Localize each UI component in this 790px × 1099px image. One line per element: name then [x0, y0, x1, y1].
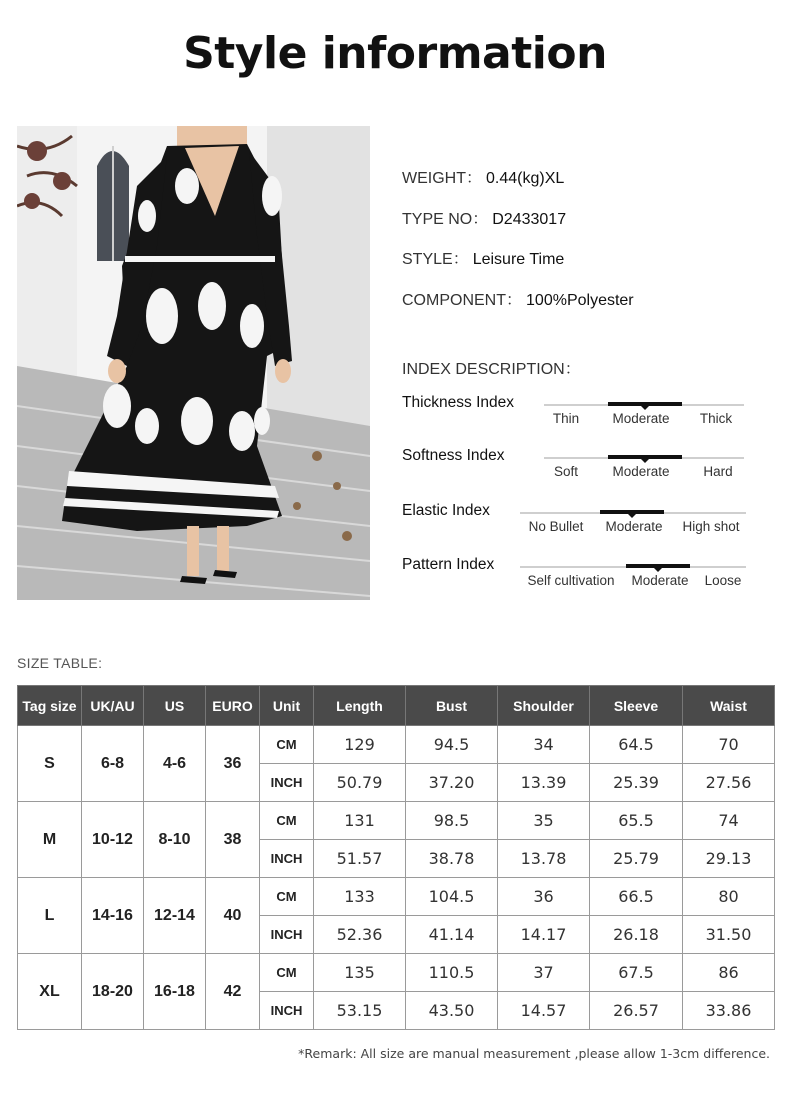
shoulder-cell: 35	[498, 802, 590, 840]
euro-cell: 38	[206, 802, 260, 878]
index-option: High shot	[682, 519, 740, 534]
length-cell: 131	[314, 802, 406, 840]
sleeve-cell: 67.5	[590, 954, 683, 992]
index-option: Thin	[552, 411, 580, 426]
uk-au-cell: 10-12	[82, 802, 144, 878]
sleeve-cell: 25.79	[590, 840, 683, 878]
bust-cell: 104.5	[406, 878, 498, 916]
sleeve-cell: 25.39	[590, 764, 683, 802]
table-row	[18, 878, 775, 916]
us-cell: 4-6	[144, 726, 206, 802]
uk-au-cell: 6-8	[82, 726, 144, 802]
index-marker-tick	[641, 406, 649, 410]
index-scale	[520, 566, 746, 568]
shoulder-cell: 34	[498, 726, 590, 764]
unit-cell: CM	[260, 878, 314, 916]
bust-cell: 43.50	[406, 992, 498, 1030]
header-bust: Bust	[406, 686, 498, 726]
shoulder-cell: 13.39	[498, 764, 590, 802]
index-marker-tick	[654, 568, 662, 572]
index-option-selected: Moderate	[631, 573, 689, 588]
shoulder-cell: 36	[498, 878, 590, 916]
unit-cell: INCH	[260, 764, 314, 802]
info-component-label: COMPONENT：	[402, 292, 523, 309]
header-unit: Unit	[260, 686, 314, 726]
sleeve-cell: 26.18	[590, 916, 683, 954]
header-shoulder: Shoulder	[498, 686, 590, 726]
us-cell: 12-14	[144, 878, 206, 954]
header-length: Length	[314, 686, 406, 726]
length-cell: 52.36	[314, 916, 406, 954]
length-cell: 133	[314, 878, 406, 916]
header-euro: EURO	[206, 686, 260, 726]
remark-note: *Remark: All size are manual measurement ,please allow 1-3cm difference.	[298, 1046, 770, 1061]
unit-cell: CM	[260, 954, 314, 992]
index-name: Pattern Index	[402, 556, 495, 573]
tag-size-cell: L	[18, 878, 82, 954]
softness-index	[402, 447, 752, 491]
uk-au-cell: 14-16	[82, 878, 144, 954]
header-waist: Waist	[683, 686, 775, 726]
page-title: Style information	[183, 28, 607, 79]
thickness-index	[402, 394, 752, 438]
index-description-title: INDEX DESCRIPTION：	[402, 361, 581, 378]
info-weight-label: WEIGHT：	[402, 170, 482, 187]
shoulder-cell: 13.78	[498, 840, 590, 878]
waist-cell: 29.13	[683, 840, 775, 878]
tag-size-cell: S	[18, 726, 82, 802]
index-option-selected: Moderate	[605, 519, 663, 534]
size-table-header	[18, 686, 775, 726]
length-cell: 51.57	[314, 840, 406, 878]
pattern-index	[402, 556, 752, 600]
info-style-value: Leisure Time	[472, 251, 565, 268]
bust-cell: 94.5	[406, 726, 498, 764]
unit-cell: INCH	[260, 916, 314, 954]
index-option-selected: Moderate	[612, 464, 670, 479]
bust-cell: 38.78	[406, 840, 498, 878]
shoulder-cell: 14.57	[498, 992, 590, 1030]
index-name: Thickness Index	[402, 394, 514, 411]
index-option: No Bullet	[528, 519, 584, 534]
index-option: Loose	[704, 573, 742, 588]
index-option: Soft	[553, 464, 579, 479]
info-component-value: 100%Polyester	[526, 292, 634, 309]
index-option: Hard	[703, 464, 733, 479]
header-sleeve: Sleeve	[590, 686, 683, 726]
index-option: Thick	[699, 411, 733, 426]
index-marker-tick	[641, 459, 649, 463]
length-cell: 53.15	[314, 992, 406, 1030]
index-option-selected: Moderate	[612, 411, 670, 426]
info-component	[402, 287, 634, 310]
info-weight	[402, 165, 564, 188]
info-type-no	[402, 206, 566, 229]
index-scale	[520, 512, 746, 514]
bust-cell: 37.20	[406, 764, 498, 802]
waist-cell: 33.86	[683, 992, 775, 1030]
table-row	[18, 802, 775, 840]
unit-cell: CM	[260, 726, 314, 764]
index-marker-tick	[628, 514, 636, 518]
index-scale	[544, 404, 744, 406]
tag-size-cell: XL	[18, 954, 82, 1030]
tag-size-cell: M	[18, 802, 82, 878]
header-us: US	[144, 686, 206, 726]
euro-cell: 36	[206, 726, 260, 802]
length-cell: 135	[314, 954, 406, 992]
sleeve-cell: 64.5	[590, 726, 683, 764]
info-weight-value: 0.44(kg)XL	[486, 170, 565, 187]
waist-cell: 74	[683, 802, 775, 840]
index-scale	[544, 457, 744, 459]
shoulder-cell: 14.17	[498, 916, 590, 954]
table-row	[18, 954, 775, 992]
bust-cell: 41.14	[406, 916, 498, 954]
header-uk-au: UK/AU	[82, 686, 144, 726]
waist-cell: 31.50	[683, 916, 775, 954]
euro-cell: 40	[206, 878, 260, 954]
us-cell: 8-10	[144, 802, 206, 878]
index-option: Self cultivation	[527, 573, 615, 588]
euro-cell: 42	[206, 954, 260, 1030]
unit-cell: INCH	[260, 992, 314, 1030]
elastic-index	[402, 502, 752, 546]
table-row	[18, 726, 775, 764]
index-name: Elastic Index	[402, 502, 490, 519]
sleeve-cell: 65.5	[590, 802, 683, 840]
sleeve-cell: 66.5	[590, 878, 683, 916]
unit-cell: INCH	[260, 840, 314, 878]
product-photo	[17, 126, 370, 600]
size-table-label: SIZE TABLE:	[17, 655, 103, 671]
info-style	[402, 246, 564, 269]
length-cell: 129	[314, 726, 406, 764]
info-type-no-value: D2433017	[492, 211, 567, 228]
us-cell: 16-18	[144, 954, 206, 1030]
bust-cell: 98.5	[406, 802, 498, 840]
waist-cell: 27.56	[683, 764, 775, 802]
unit-cell: CM	[260, 802, 314, 840]
info-style-label: STYLE：	[402, 251, 469, 268]
waist-cell: 70	[683, 726, 775, 764]
shoulder-cell: 37	[498, 954, 590, 992]
waist-cell: 86	[683, 954, 775, 992]
length-cell: 50.79	[314, 764, 406, 802]
info-type-no-label: TYPE NO：	[402, 211, 489, 228]
size-table	[17, 685, 775, 1030]
bust-cell: 110.5	[406, 954, 498, 992]
index-name: Softness Index	[402, 447, 505, 464]
header-tag-size: Tag size	[18, 686, 82, 726]
waist-cell: 80	[683, 878, 775, 916]
sleeve-cell: 26.57	[590, 992, 683, 1030]
uk-au-cell: 18-20	[82, 954, 144, 1030]
